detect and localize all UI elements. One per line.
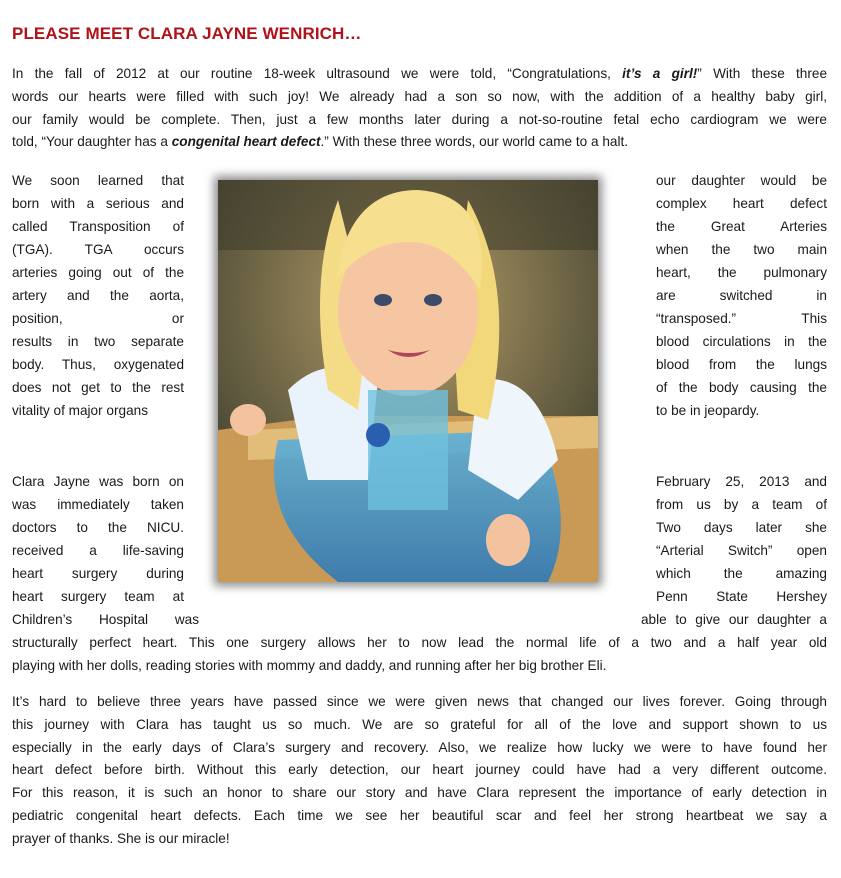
emphasis-text: congenital heart defect	[171, 134, 321, 150]
section2-left-column: We soon learned that born with a serious and called Transposition of (TGA). TGA occurs arteries going out of the artery and the aorta, position, or results in two separate body. Thus, oxygenated does not get to the rest vitality of major organs	[12, 173, 184, 418]
intro-line-1: In the fall of 2012 at our routine 18-week ultrasound we were told, “Congratulations, it’s a girl!” With these three	[12, 66, 827, 81]
child-photo	[218, 180, 598, 582]
section3-left-column: Clara Jayne was born on was immediately taken doctors to the NICU. received a life-saving heart surgery during heart surgery team at Children’s Hospital was	[12, 474, 199, 627]
intro-line-2: words our hearts were filled with such joy! We already had a son so now, with the addition of a healthy baby girl,	[12, 88, 827, 104]
closing-paragraph: It’s hard to believe three years have passed since we were given news that changed our lives forever. Going through this journey with Clara has taught us so much. We are so grateful for all of the love and support shown to us especially in the early days of Clara’s surgery and recovery. Also, we realize how lucky we were to have found her heart defect before birth. Without this early detection, our heart journey could have had a very different outcome. For this reason, it is such an honor to share our story and have Clara represent the importance of early detection in pediatric congenital heart defects. Each time we see her beautiful scar and feel her strong heartbeat we say a prayer of thanks. She is our miracle!	[12, 694, 827, 846]
section3-continuation: structurally perfect heart. This one surgery allows her to now lead the normal life of a two and a half year old playing with her dolls, reading stories with mommy and daddy, and running after her big brother Eli.	[12, 635, 827, 673]
intro-paragraph	[12, 63, 827, 154]
child-photo-illustration	[218, 180, 598, 582]
intro-line-3: our family would be complete. Then, just a few months later during a not-so-routine fetal echo cardiogram we were	[12, 111, 827, 127]
section2-right-column: our daughter would be complex heart defect the Great Arteries when the two main heart, the pulmonary are switched in “transposed.” This blood circulations in the blood from the lungs of the body causing the to be in jeopardy.	[656, 173, 827, 418]
section3-right-column: February 25, 2013 and from us by a team of Two days later she “Arterial Switch” open which the amazing Penn State Hershey able to give our daughter a	[641, 474, 827, 627]
emphasis-text: it’s a girl!	[622, 66, 698, 81]
intro-line-4: told, “Your daughter has a congenital heart defect.” With these three words, our world came to a halt.	[12, 134, 629, 150]
page-title: PLEASE MEET CLARA JAYNE WENRICH…	[12, 24, 362, 43]
